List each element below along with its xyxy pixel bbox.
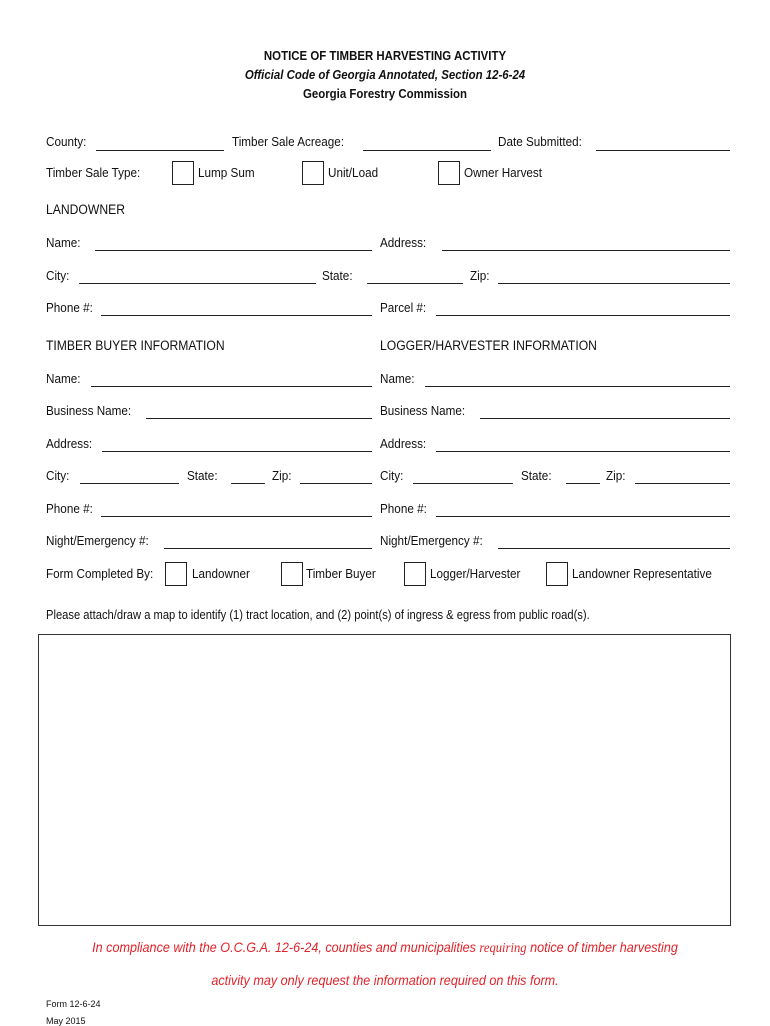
map-drawing-area[interactable]	[38, 634, 731, 926]
logger-city-field[interactable]	[413, 483, 513, 484]
completed-by-label: Form Completed By:	[46, 566, 154, 581]
agency-name: Georgia Forestry Commission	[302, 86, 468, 101]
buyer-phone-label: Phone #:	[46, 501, 93, 516]
logger-state-field[interactable]	[566, 483, 600, 484]
landowner-name-label: Name:	[46, 235, 81, 250]
landowner-address-field[interactable]	[442, 250, 730, 251]
completed-landowner-checkbox[interactable]	[165, 562, 187, 586]
buyer-city-field[interactable]	[80, 483, 179, 484]
compliance-notice-line2: activity may only request the information required on this form.	[211, 972, 559, 988]
completed-rep-checkbox[interactable]	[546, 562, 568, 586]
completed-logger-label: Logger/Harvester	[430, 566, 521, 581]
buyer-zip-label: Zip:	[272, 468, 292, 483]
lump-sum-label: Lump Sum	[198, 165, 255, 180]
landowner-state-field[interactable]	[367, 283, 463, 284]
lump-sum-checkbox[interactable]	[172, 161, 194, 185]
county-field[interactable]	[96, 150, 224, 151]
logger-zip-field[interactable]	[635, 483, 730, 484]
logger-state-label: State:	[521, 468, 552, 483]
buyer-zip-field[interactable]	[300, 483, 372, 484]
landowner-zip-label: Zip:	[470, 268, 490, 283]
unit-load-checkbox[interactable]	[302, 161, 324, 185]
landowner-phone-field[interactable]	[101, 315, 372, 316]
form-number: Form 12-6-24	[46, 999, 101, 1009]
compliance-notice-part1: In compliance with the O.C.G.A. 12-6-24, counties and municipalities	[92, 939, 480, 955]
date-submitted-label: Date Submitted:	[498, 134, 582, 149]
landowner-state-label: State:	[322, 268, 353, 283]
acreage-label: Timber Sale Acreage:	[232, 134, 345, 149]
logger-city-label: City:	[380, 468, 404, 483]
logger-night-field[interactable]	[498, 548, 730, 549]
county-label: County:	[46, 134, 87, 149]
owner-harvest-checkbox[interactable]	[438, 161, 460, 185]
completed-buyer-label: Timber Buyer	[306, 566, 376, 581]
buyer-state-label: State:	[187, 468, 218, 483]
form-title: NOTICE OF TIMBER HARVESTING ACTIVITY	[263, 48, 507, 63]
buyer-business-field[interactable]	[146, 418, 372, 419]
compliance-notice-requiring: requiring	[479, 941, 527, 956]
buyer-phone-field[interactable]	[101, 516, 372, 517]
landowner-city-field[interactable]	[79, 283, 316, 284]
logger-business-field[interactable]	[480, 418, 730, 419]
landowner-parcel-label: Parcel #:	[380, 300, 427, 315]
sale-type-label: Timber Sale Type:	[46, 165, 141, 180]
buyer-heading: TIMBER BUYER INFORMATION	[46, 338, 225, 353]
logger-heading: LOGGER/HARVESTER INFORMATION	[380, 338, 597, 353]
buyer-address-label: Address:	[46, 436, 93, 451]
landowner-city-label: City:	[46, 268, 70, 283]
buyer-city-label: City:	[46, 468, 70, 483]
logger-zip-label: Zip:	[606, 468, 626, 483]
logger-address-field[interactable]	[436, 451, 730, 452]
logger-name-field[interactable]	[425, 386, 730, 387]
completed-rep-label: Landowner Representative	[572, 566, 712, 581]
acreage-field[interactable]	[363, 150, 491, 151]
form-date: May 2015	[46, 1016, 86, 1026]
buyer-night-field[interactable]	[164, 548, 372, 549]
buyer-business-label: Business Name:	[46, 403, 132, 418]
landowner-zip-field[interactable]	[498, 283, 730, 284]
date-submitted-field[interactable]	[596, 150, 730, 151]
completed-logger-checkbox[interactable]	[404, 562, 426, 586]
owner-harvest-label: Owner Harvest	[464, 165, 543, 180]
logger-business-label: Business Name:	[380, 403, 466, 418]
form-subtitle: Official Code of Georgia Annotated, Section 12-6-24	[244, 67, 526, 82]
buyer-state-field[interactable]	[231, 483, 265, 484]
buyer-name-field[interactable]	[91, 386, 372, 387]
logger-name-label: Name:	[380, 371, 415, 386]
logger-phone-field[interactable]	[436, 516, 730, 517]
logger-phone-label: Phone #:	[380, 501, 427, 516]
logger-address-label: Address:	[380, 436, 427, 451]
logger-night-label: Night/Emergency #:	[380, 533, 483, 548]
landowner-heading: LANDOWNER	[46, 202, 125, 217]
completed-landowner-label: Landowner	[192, 566, 250, 581]
landowner-phone-label: Phone #:	[46, 300, 93, 315]
landowner-parcel-field[interactable]	[436, 315, 730, 316]
landowner-address-label: Address:	[380, 235, 427, 250]
buyer-night-label: Night/Emergency #:	[46, 533, 149, 548]
buyer-address-field[interactable]	[102, 451, 372, 452]
buyer-name-label: Name:	[46, 371, 81, 386]
compliance-notice-part3: notice of timber harvesting	[526, 939, 678, 955]
completed-buyer-checkbox[interactable]	[281, 562, 303, 586]
map-instruction: Please attach/draw a map to identify (1) tract location, and (2) point(s) of ingress & egress from public road(s).	[46, 607, 590, 622]
unit-load-label: Unit/Load	[328, 165, 379, 180]
compliance-notice-line1	[39, 939, 732, 957]
landowner-name-field[interactable]	[95, 250, 372, 251]
